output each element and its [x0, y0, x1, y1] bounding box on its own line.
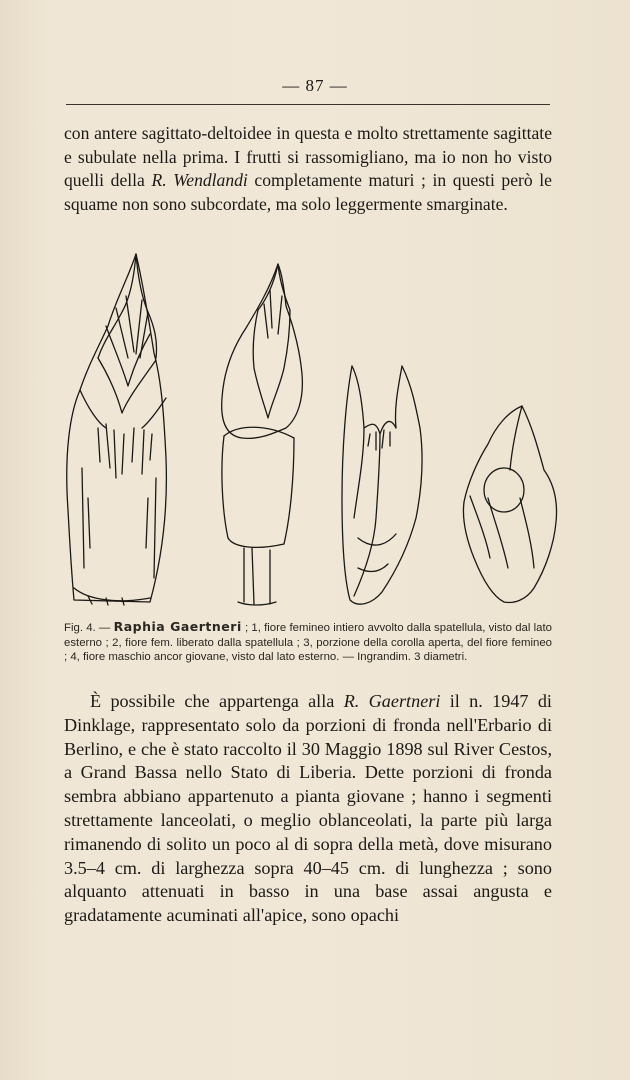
caption-text: ; 1, fiore femineo intiero avvolto dalla spatellula, visto dal lato esterno ; 2, fiore fem. liberato dalla spatellula ; 3, porzione della corolla aperta, del fiore femineo ; 4, fiore maschio ancor giovane, visto dal lato esterno. — Ingrandim. 3 diametri.: [64, 622, 553, 664]
paragraph-top-text-b: completamente maturi ; in questi però le squame non sono subcordate, ma solo leggermente smarginate.: [64, 170, 552, 214]
paragraph-bottom-text-b: il n. 1947 di Dinklage, rappresentato solo da porzioni di fronda nell'Erbario di Berlino, e che è stato raccolto il 30 Maggio 1898 sul River Cestos, a Grand Bassa nello Stato di Liberia. Dette porzioni di fronda sembra abbiano appartenuto a pianta giovane ; hanno i segmenti strettamente lanceolati, o meglio oblanceolati, la parte più larga rimanendo di solito un poco al di sopra della metà, dove misurano 3.5–4 cm. di larghezza sopra 40–45 cm. di lunghezza ; sono alquanto attenuati in basso in una base assai angusta e gradatamente acuminati all'apice, sono opachi: [64, 691, 552, 926]
botanical-figure: [58, 248, 568, 620]
drawing-2-female-flower-freed: [222, 264, 303, 605]
drawing-1-female-flower-enclosed: [67, 254, 167, 605]
paragraph-bottom-text-a: È possibile che appartenga alla: [90, 691, 344, 711]
paragraph-bottom: [64, 690, 552, 928]
caption-species-name: Raphia Gaertneri: [113, 619, 242, 634]
drawing-4-male-flower: [463, 406, 556, 602]
paragraph-top: [64, 122, 552, 216]
header-rule: [66, 104, 550, 105]
figure-caption: [64, 620, 552, 665]
species-name-wendlandi: R. Wendlandi: [151, 170, 248, 191]
species-name-gaertneri: R. Gaertneri: [343, 691, 441, 711]
paragraph-top-text-a: con antere sagittato-deltoidee in questa e molto strettamente sagittate e subulate nella prima. I frutti si rassomigliano, ma io non ho visto quelli della: [64, 123, 552, 191]
page-number: — 87 —: [282, 76, 348, 95]
raphia-flower-drawings: [58, 248, 568, 620]
drawing-3-opened-corolla: [342, 366, 422, 604]
fig-label: Fig. 4. —: [64, 622, 114, 634]
